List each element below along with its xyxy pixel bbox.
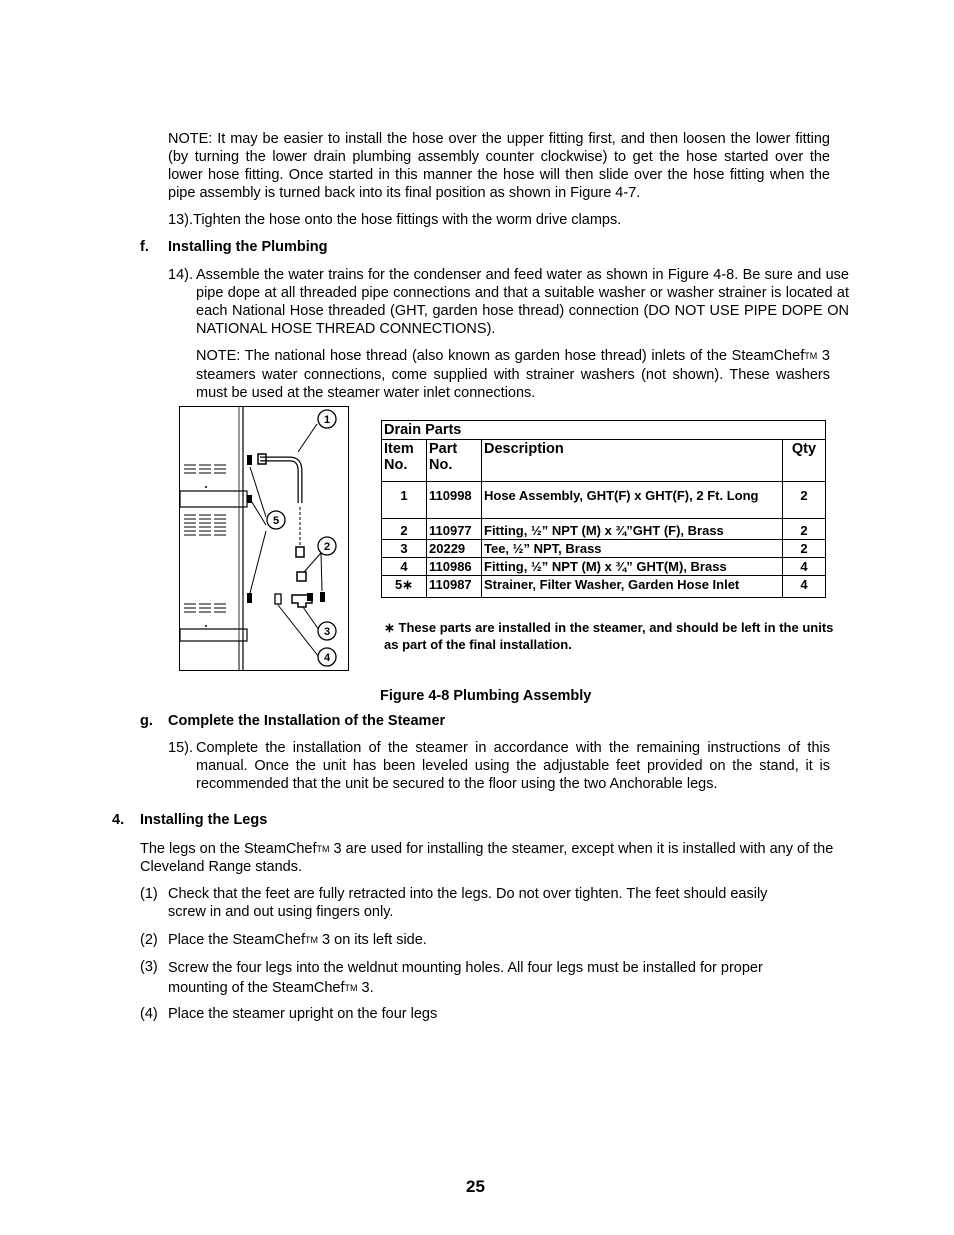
cell-part: 110998: [427, 482, 482, 519]
legs-intro-tm: TM: [316, 844, 330, 854]
legs-step-4-text: Place the steamer upright on the four legs: [168, 1006, 438, 1022]
step-15-number: 15).: [168, 740, 193, 756]
legs-step-1-text: Check that the feet are fully retracted into the legs. Do not over tighten. The feet should easily screw in and out using fingers only.: [168, 886, 768, 920]
note-paragraph: NOTE: It may be easier to install the hose over the upper fitting first, and then loosen the lower fitting (by turning the lower drain plumbing assembly counter clockwise) to get the hose started over the lower hose fitting. Once started in this manner the hose will then slide over the hose fitting when the pipe assembly is turned back into its final position as shown in Figure 4-7.: [168, 131, 830, 201]
legs-step-2-tm: TM: [305, 935, 319, 945]
header-part-no: Part No.: [427, 440, 482, 482]
legs-intro-pre: The legs on the SteamChef: [140, 841, 317, 857]
cell-item: 3: [382, 540, 427, 558]
section-4-title: Installing the Legs: [140, 812, 268, 828]
table-row: [382, 482, 826, 519]
cell-qty: 4: [783, 558, 826, 576]
legs-step-2-post: 3 on its left side.: [318, 932, 427, 948]
cell-part: 110987: [427, 576, 482, 598]
legs-intro-post: 3 are used for installing the steamer, except when it is installed with any of the Cleveland Range stands.: [140, 841, 834, 875]
table-title-row: [382, 421, 826, 440]
table-header-row: [382, 440, 826, 482]
cell-part: 110986: [427, 558, 482, 576]
cell-desc: Fitting, ½” NPT (M) x ¾”GHT (F), Brass: [482, 519, 783, 540]
cell-desc: Tee, ½” NPT, Brass: [482, 540, 783, 558]
cell-desc: Fitting, ½” NPT (M) x ¾” GHT(M), Brass: [482, 558, 783, 576]
note2-post: 3 steamers water connections, come supplied with strainer washers (not shown). These washers must be used at the steamer water inlet connections.: [196, 348, 830, 401]
step-14-text: Assemble the water trains for the condenser and feed water as shown in Figure 4-8. Be sure and use pipe dope at all threaded pipe connections and that a suitable washer or washer strainer is located at each National Hose threaded (GHT, garden hose thread) connection (DO NOT USE PIPE DOPE ON NATIONAL HOSE THREAD CONNECTIONS).: [196, 267, 849, 337]
step-15-text: Complete the installation of the steamer in accordance with the remaining instructions of this manual. Once the unit has been leveled using the adjustable feet provided on the stand, it is recommended that the unit be secured to the floor using the two Anchorable legs.: [196, 740, 830, 792]
table-title: Drain Parts: [382, 421, 826, 440]
legs-step-2-text: [168, 931, 427, 949]
section-f-title: Installing the Plumbing: [168, 239, 328, 255]
page-number: 25: [466, 1177, 485, 1196]
section-f-letter: f.: [140, 239, 149, 255]
cell-qty: 2: [783, 519, 826, 540]
plumbing-assembly-figure: [179, 406, 349, 671]
legs-intro: [140, 840, 845, 876]
step-13: [168, 211, 838, 229]
legs-step-2-number: (2): [140, 932, 158, 948]
table-row: [382, 558, 826, 576]
cell-qty: 4: [783, 576, 826, 598]
cell-item: 1: [382, 482, 427, 519]
step-13-number: 13).: [168, 212, 193, 228]
table-row: [382, 519, 826, 540]
table-footnote: ∗ These parts are installed in the steamer, and should be left in the units as part of the final installation.: [384, 620, 834, 652]
cell-desc: Hose Assembly, GHT(F) x GHT(F), 2 Ft. Long: [482, 482, 783, 519]
cell-item: 5∗: [382, 576, 427, 598]
cell-part: 20229: [427, 540, 482, 558]
drain-parts-table: [381, 420, 826, 598]
cell-part: 110977: [427, 519, 482, 540]
legs-step-3-number: (3): [140, 959, 158, 975]
legs-step-3-post: 3.: [357, 980, 374, 996]
legs-step-1-number: (1): [140, 886, 158, 902]
cell-qty: 2: [783, 482, 826, 519]
cell-item: 2: [382, 519, 427, 540]
step-14-number: 14).: [168, 267, 193, 283]
callout-2: 2: [323, 541, 331, 553]
legs-step-3-pre: Screw the four legs into the weldnut mounting holes. All four legs must be installed for proper mounting of the SteamChef: [168, 960, 763, 996]
section-g-title: Complete the Installation of the Steamer: [168, 713, 446, 729]
legs-step-4-number: (4): [140, 1006, 158, 1022]
header-description: Description: [482, 440, 783, 482]
callout-5: 5: [272, 515, 280, 527]
cell-qty: 2: [783, 540, 826, 558]
figure-caption: Figure 4-8 Plumbing Assembly: [380, 688, 592, 704]
legs-step-3-text: [168, 958, 808, 998]
table-row: [382, 576, 826, 598]
cell-desc: Strainer, Filter Washer, Garden Hose Inlet: [482, 576, 783, 598]
callout-3: 3: [323, 626, 331, 638]
callout-4: 4: [323, 652, 331, 664]
header-item-no: Item No.: [382, 440, 427, 482]
table-row: [382, 540, 826, 558]
step-13-text: Tighten the hose onto the hose fittings with the worm drive clamps.: [193, 212, 622, 228]
section-4-number: 4.: [112, 812, 125, 828]
legs-step-2-pre: Place the SteamChef: [168, 932, 306, 948]
cell-item: 4: [382, 558, 427, 576]
note2-pre: NOTE: The national hose thread (also known as garden hose thread) inlets of the SteamChef: [196, 348, 805, 364]
plumbing-diagram: [180, 407, 348, 670]
legs-step-3-tm: TM: [344, 983, 358, 993]
callout-1: 1: [323, 414, 331, 426]
section-g-letter: g.: [140, 713, 153, 729]
note2-tm: TM: [804, 351, 818, 361]
note-strainer-washers: [196, 347, 830, 403]
header-qty: Qty: [783, 440, 826, 482]
